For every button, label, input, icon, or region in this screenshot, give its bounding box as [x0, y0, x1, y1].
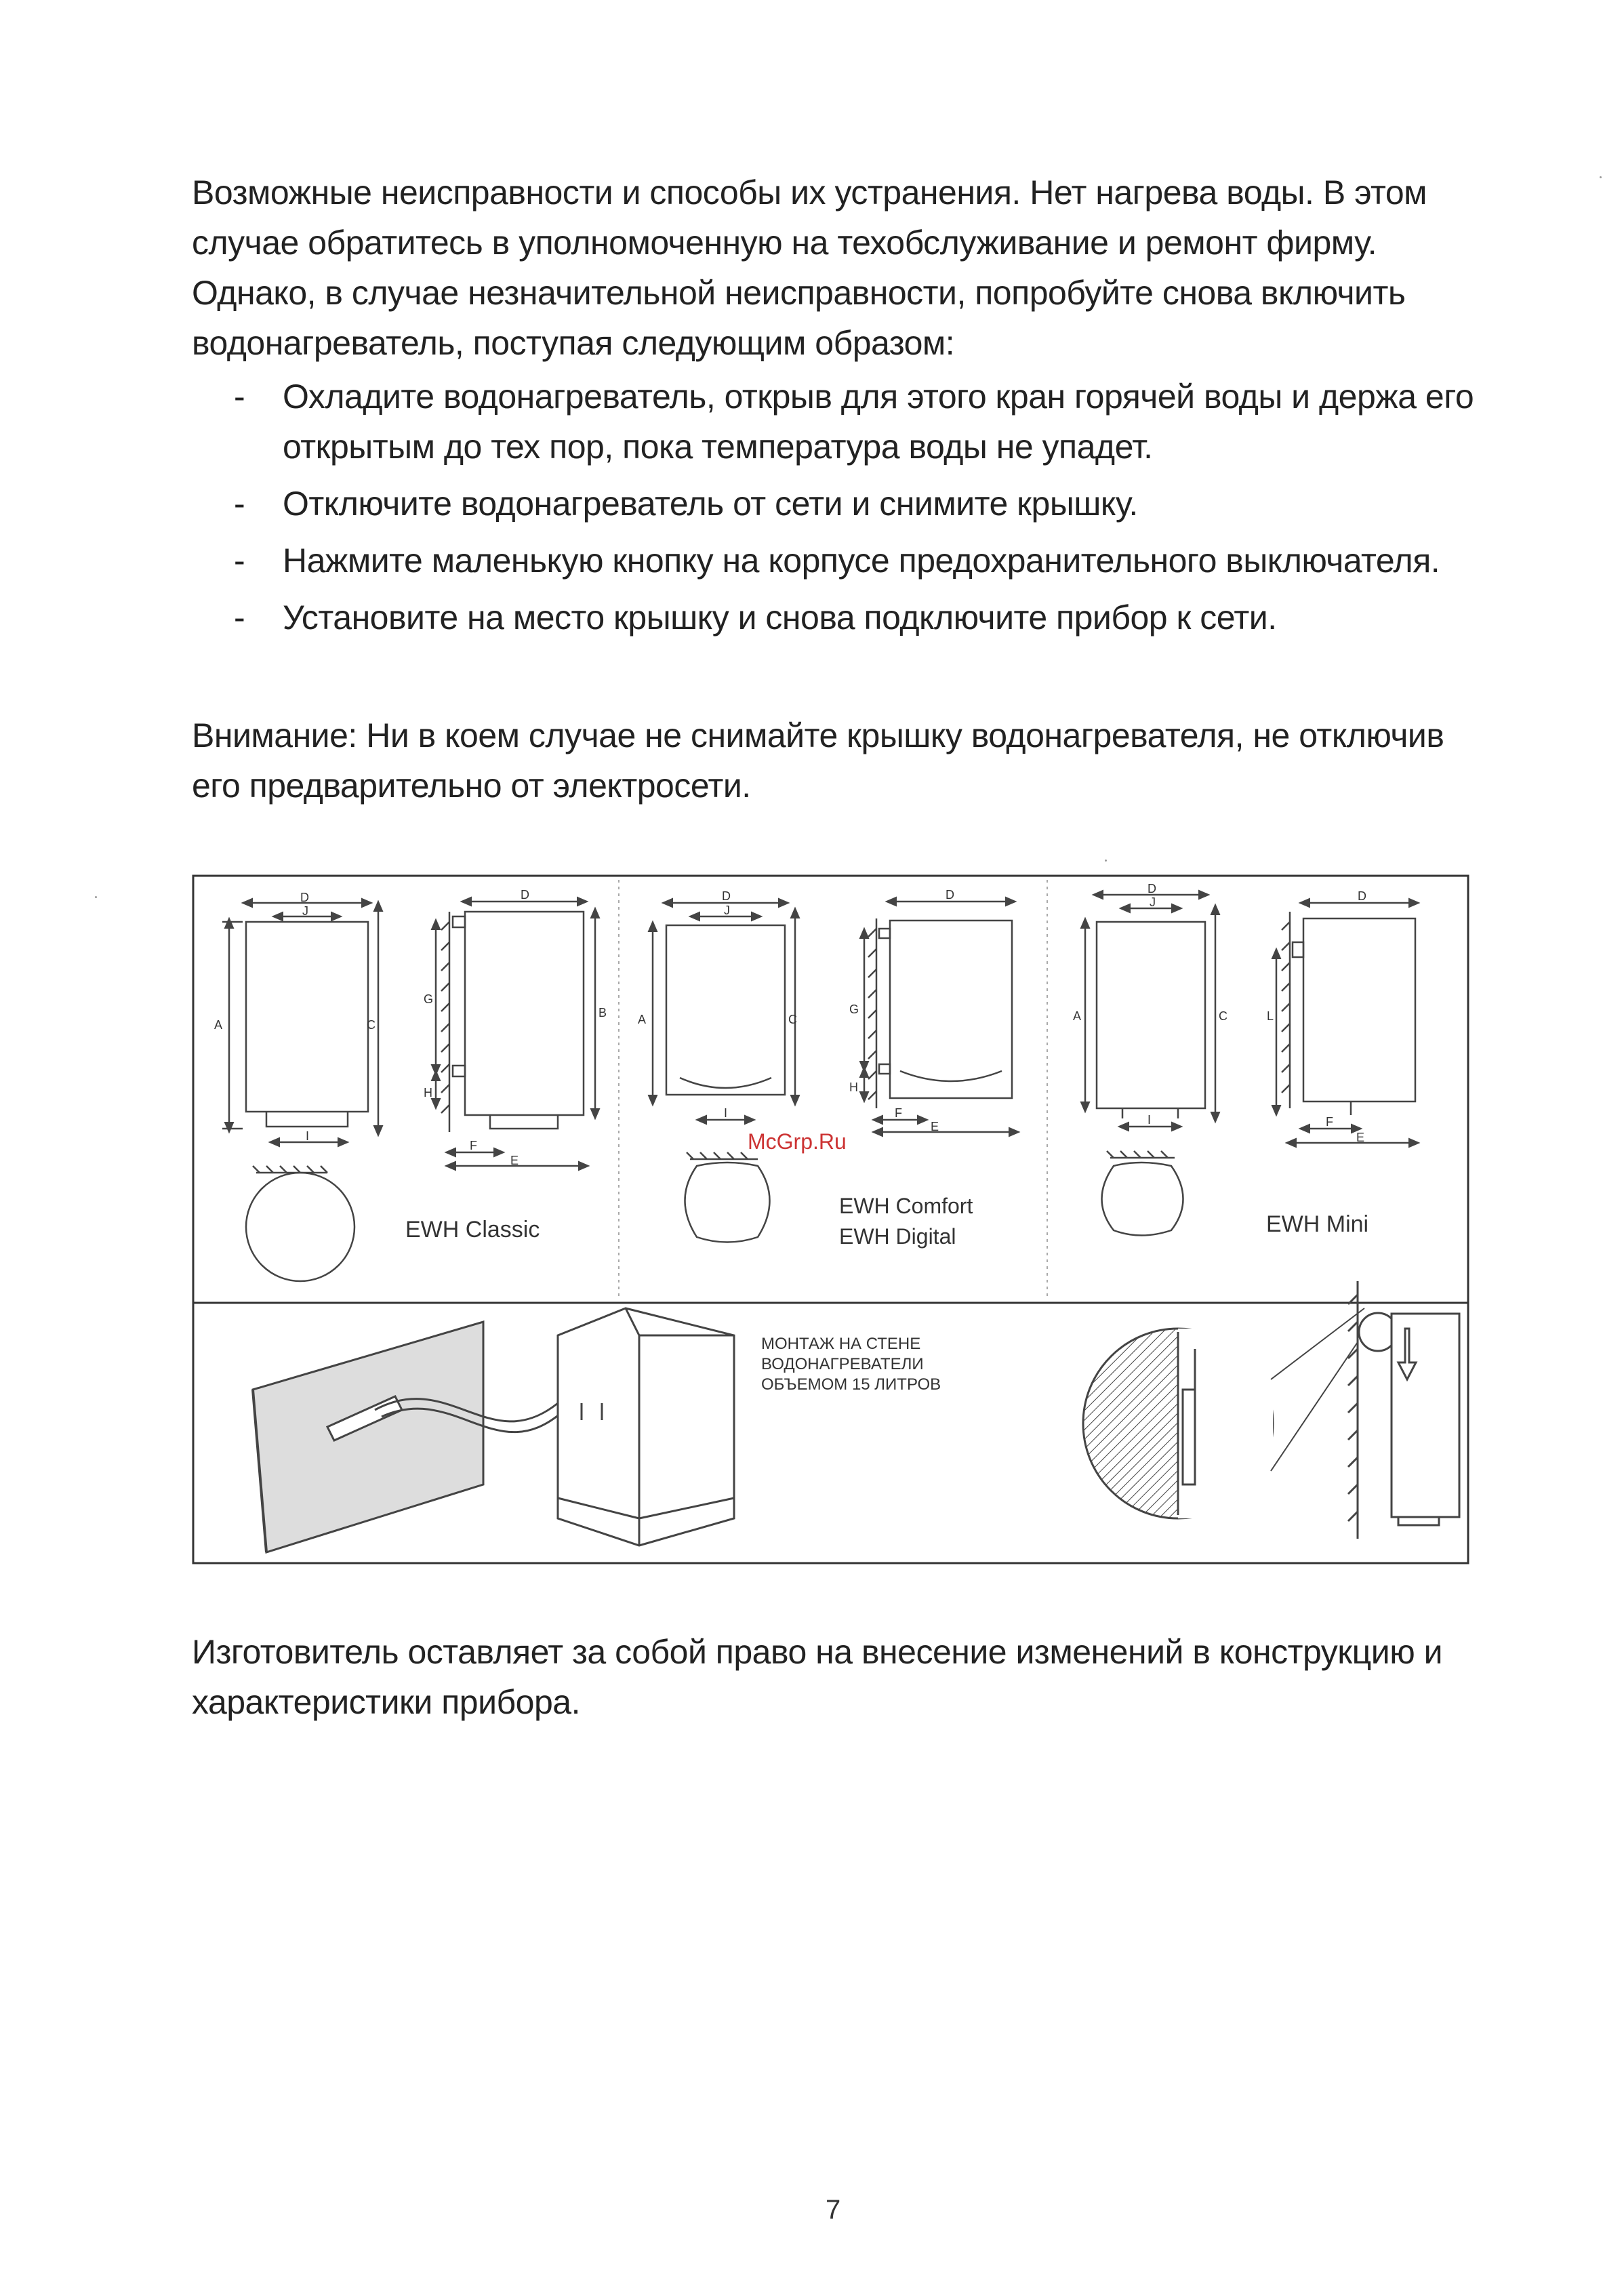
list-dash: - [234, 485, 245, 523]
dim-label-e: E [1356, 1131, 1365, 1144]
dim-label-d: D [946, 888, 954, 902]
list-dash: - [234, 378, 245, 416]
list-dash: - [234, 542, 245, 580]
step-text: Охладите водонагреватель, открыв для этого кран горячей воды и держа его открытым до тех пор, пока температура воды не упадет. [283, 378, 1474, 466]
model-label-comfort: EWH Comfort [839, 1194, 973, 1218]
list-dash: - [234, 599, 245, 637]
dim-label-j: J [302, 904, 308, 918]
dim-label-l: L [1267, 1009, 1274, 1023]
step-text: Установите на место крышку и снова подключите прибор к сети. [283, 599, 1277, 637]
dim-label-d: D [1148, 882, 1156, 895]
classic-side-view [436, 902, 595, 1166]
diagram-svg [192, 874, 1469, 1564]
dim-label-e: E [510, 1154, 519, 1167]
mounting-note-line-2: ВОДОНАГРЕВАТЕЛИ [761, 1355, 924, 1373]
scan-speck [1600, 176, 1602, 178]
dim-label-d: D [521, 888, 529, 902]
troubleshooting-steps [234, 371, 1474, 649]
classic-front-view [222, 903, 378, 1142]
step-text: Отключите водонагреватель от сети и снимите крышку. [283, 485, 1138, 523]
dim-label-h: H [849, 1080, 858, 1094]
model-label-classic: EWH Classic [405, 1217, 540, 1242]
watermark: McGrp.Ru [748, 1129, 847, 1154]
dim-label-f: F [1326, 1115, 1333, 1129]
scan-speck [1105, 860, 1107, 862]
scan-speck [95, 896, 97, 898]
list-item [234, 371, 1474, 472]
dim-label-d: D [300, 891, 309, 904]
list-item [234, 592, 1474, 643]
dim-label-h: H [424, 1086, 432, 1099]
dim-label-a: A [1073, 1009, 1082, 1023]
dim-label-a: A [638, 1013, 647, 1026]
mounting-note-line-1: МОНТАЖ НА СТЕНЕ [761, 1335, 921, 1353]
comfort-top-view [685, 1152, 770, 1242]
mini-side-view [1276, 903, 1415, 1143]
dim-label-e: E [931, 1120, 939, 1133]
dim-label-d: D [1358, 889, 1366, 903]
mini-top-view [1102, 1151, 1183, 1236]
dim-label-j: J [724, 904, 730, 917]
dim-label-c: C [788, 1013, 797, 1026]
dim-label-c: C [367, 1018, 375, 1032]
mini-front-view [1085, 895, 1215, 1127]
footer-paragraph: Изготовитель оставляет за собой право на внесение изменений в конструкцию и характеристики прибора. [192, 1633, 1443, 1721]
step-text: Нажмите маленькую кнопку на корпусе предохранительного выключателя. [283, 542, 1440, 580]
warning-paragraph: Внимание: Ни в коем случае не снимайте крышку водонагревателя, не отключив его предварительно от электросети. [192, 716, 1444, 805]
dim-label-d: D [722, 889, 731, 903]
classic-top-view [246, 1166, 354, 1281]
dim-label-g: G [424, 992, 434, 1006]
dim-label-b: B [598, 1006, 607, 1019]
dim-label-g: G [849, 1003, 859, 1016]
model-label-digital: EWH Digital [839, 1224, 956, 1249]
comfort-front-view [653, 903, 795, 1120]
dim-label-c: C [1219, 1009, 1227, 1023]
intro-paragraph: Возможные неисправности и способы их устранения. Нет нагрева воды. В этом случае обратитесь в уполномоченную на техобслуживание и ремонт фирму. Однако, в случае незначительной неисправности, попробуйте снова включить водонагреватель, поступая следующим образом: [192, 174, 1427, 362]
dim-label-i: I [306, 1129, 310, 1143]
dim-label-f: F [895, 1106, 902, 1120]
dim-label-j: J [1150, 895, 1156, 909]
list-item [234, 536, 1474, 586]
mounting-note-line-3: ОБЪЕМОМ 15 ЛИТРОВ [761, 1375, 941, 1394]
dim-label-a: A [214, 1018, 223, 1032]
comfort-side-view [864, 902, 1015, 1132]
list-item [234, 479, 1474, 529]
dim-label-f: F [470, 1139, 477, 1152]
installation-diagram [192, 874, 1469, 1564]
dim-label-i: I [724, 1106, 728, 1120]
page-number: 7 [826, 2195, 841, 2225]
dim-label-i: I [1148, 1113, 1152, 1127]
wall-mounting-illustration [253, 1308, 734, 1552]
mounting-detail-zoom [1083, 1281, 1459, 1539]
model-label-mini: EWH Mini [1266, 1211, 1369, 1237]
